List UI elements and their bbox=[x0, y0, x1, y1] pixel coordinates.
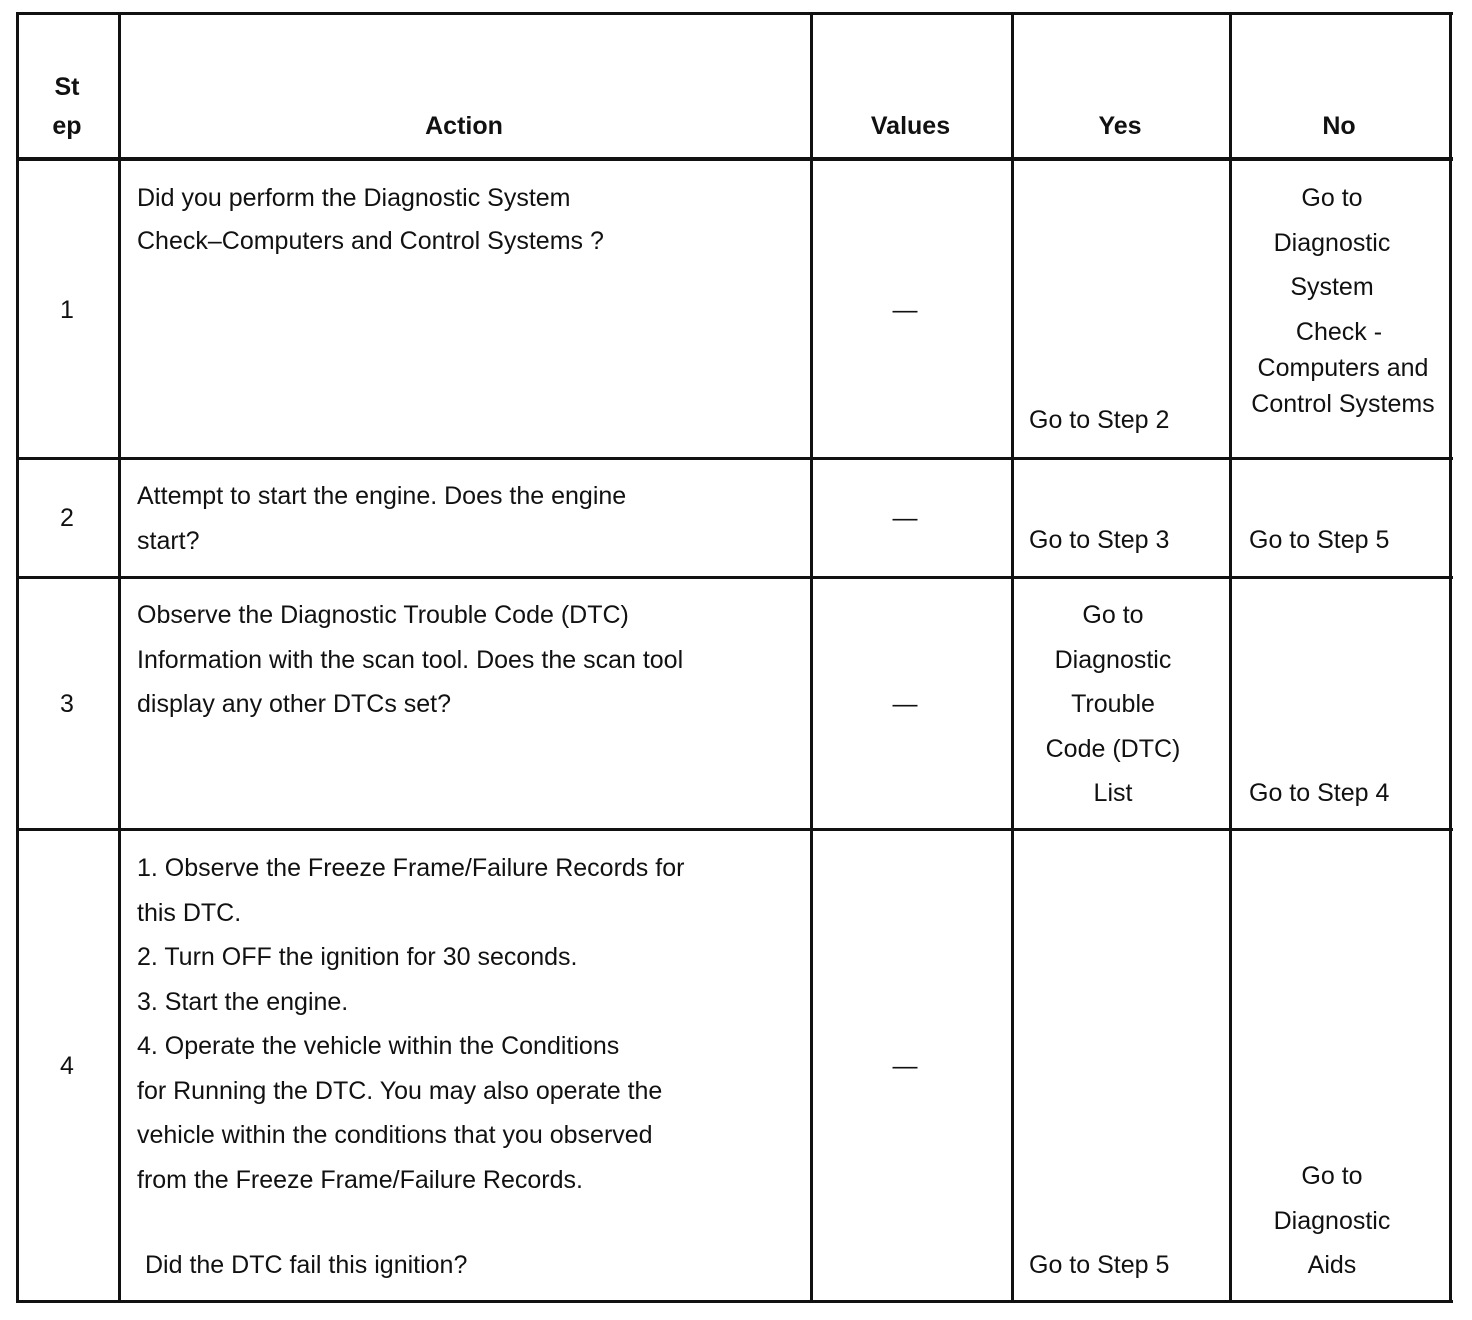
row-divider-3 bbox=[16, 828, 1453, 831]
header-step bbox=[16, 68, 118, 146]
diagnostic-table bbox=[16, 12, 1453, 1303]
row-1-no-line-5: Computers and bbox=[1257, 354, 1429, 382]
row-divider-1 bbox=[16, 457, 1453, 460]
row-4-action-line-3: 2. Turn OFF the ignition for 30 seconds. bbox=[137, 943, 578, 971]
row-4-action-line-2: this DTC. bbox=[137, 898, 242, 927]
row-3-step: 3 bbox=[60, 690, 74, 718]
row-1-no-line-3: System bbox=[1290, 273, 1374, 301]
row-1-no-line-1: Go to bbox=[1301, 184, 1363, 212]
row-1-no-continued bbox=[1233, 314, 1453, 422]
row-2-step: 2 bbox=[60, 504, 74, 532]
row-4-no bbox=[1229, 1154, 1435, 1288]
header-values: Values bbox=[870, 112, 951, 140]
row-4-action-question: Did the DTC fail this ignition? bbox=[145, 1251, 468, 1279]
row-3-yes-line-4: Code (DTC) bbox=[1045, 734, 1181, 763]
row-4-no-line-3: Aids bbox=[1307, 1251, 1357, 1279]
row-3-yes-line-2: Diagnostic bbox=[1054, 645, 1172, 674]
table-border-bottom bbox=[16, 1300, 1453, 1303]
row-2-action-line-2: start? bbox=[137, 526, 200, 555]
row-4-no-line-2: Diagnostic bbox=[1273, 1206, 1391, 1235]
row-1-no bbox=[1229, 176, 1435, 310]
row-2-action-line-1: Attempt to start the engine. Does the engine bbox=[137, 482, 627, 510]
row-3-yes bbox=[1011, 593, 1215, 816]
row-3-action-line-2: Information with the scan tool. Does the scan tool bbox=[137, 645, 684, 674]
table-border-top bbox=[16, 12, 1453, 15]
row-1-no-line-6: Control Systems bbox=[1251, 390, 1435, 418]
row-2-no: Go to Step 5 bbox=[1249, 526, 1390, 554]
row-1-action-line-1: Did you perform the Diagnostic System bbox=[137, 184, 571, 212]
column-divider-step bbox=[118, 12, 121, 1303]
row-1-action-line-2: Check–Computers and Control Systems ? bbox=[137, 226, 604, 255]
header-step-line1: St bbox=[54, 73, 80, 101]
header-divider bbox=[16, 157, 1453, 161]
row-4-action-line-6: for Running the DTC. You may also operate the bbox=[137, 1076, 663, 1105]
row-1-yes: Go to Step 2 bbox=[1029, 406, 1170, 434]
row-4-action-line-7: vehicle within the conditions that you observed bbox=[137, 1121, 653, 1149]
row-3-yes-line-3: Trouble bbox=[1071, 690, 1155, 718]
row-4-value: — bbox=[892, 1052, 918, 1080]
row-3-action-line-3: display any other DTCs set? bbox=[137, 690, 452, 718]
row-4-action-line-8: from the Freeze Frame/Failure Records. bbox=[137, 1165, 583, 1194]
row-4-action-line-1: 1. Observe the Freeze Frame/Failure Records for bbox=[137, 854, 685, 882]
row-4-action-line-5: 4. Operate the vehicle within the Conditions bbox=[137, 1032, 620, 1060]
table-border-left bbox=[16, 12, 19, 1303]
row-3-yes-line-5: List bbox=[1093, 779, 1133, 807]
row-4-no-line-1: Go to bbox=[1301, 1162, 1363, 1190]
header-no: No bbox=[1322, 112, 1356, 140]
row-2-value: — bbox=[892, 504, 918, 532]
row-1-no-line-2: Diagnostic bbox=[1273, 228, 1391, 257]
row-1-action bbox=[137, 176, 807, 263]
row-divider-2 bbox=[16, 576, 1453, 579]
row-1-value: — bbox=[892, 296, 918, 324]
row-3-action-line-1: Observe the Diagnostic Trouble Code (DTC) bbox=[137, 601, 629, 629]
row-3-action bbox=[137, 593, 807, 727]
table-border-right bbox=[1449, 12, 1452, 1303]
header-step-line2: ep bbox=[52, 112, 82, 140]
row-1-step: 1 bbox=[60, 296, 74, 324]
row-3-no: Go to Step 4 bbox=[1249, 779, 1390, 807]
row-1-no-line-4: Check - bbox=[1295, 318, 1383, 346]
row-3-yes-line-1: Go to bbox=[1082, 601, 1144, 629]
row-4-action-line-4: 3. Start the engine. bbox=[137, 987, 349, 1016]
header-action: Action bbox=[425, 112, 503, 140]
column-divider-action bbox=[810, 12, 813, 1303]
row-4-step: 4 bbox=[60, 1052, 74, 1080]
row-4-yes: Go to Step 5 bbox=[1029, 1251, 1170, 1279]
row-4-action bbox=[137, 846, 807, 1202]
row-2-yes: Go to Step 3 bbox=[1029, 526, 1170, 554]
row-2-action bbox=[137, 474, 807, 563]
row-3-value: — bbox=[892, 690, 918, 718]
header-yes: Yes bbox=[1098, 112, 1142, 140]
